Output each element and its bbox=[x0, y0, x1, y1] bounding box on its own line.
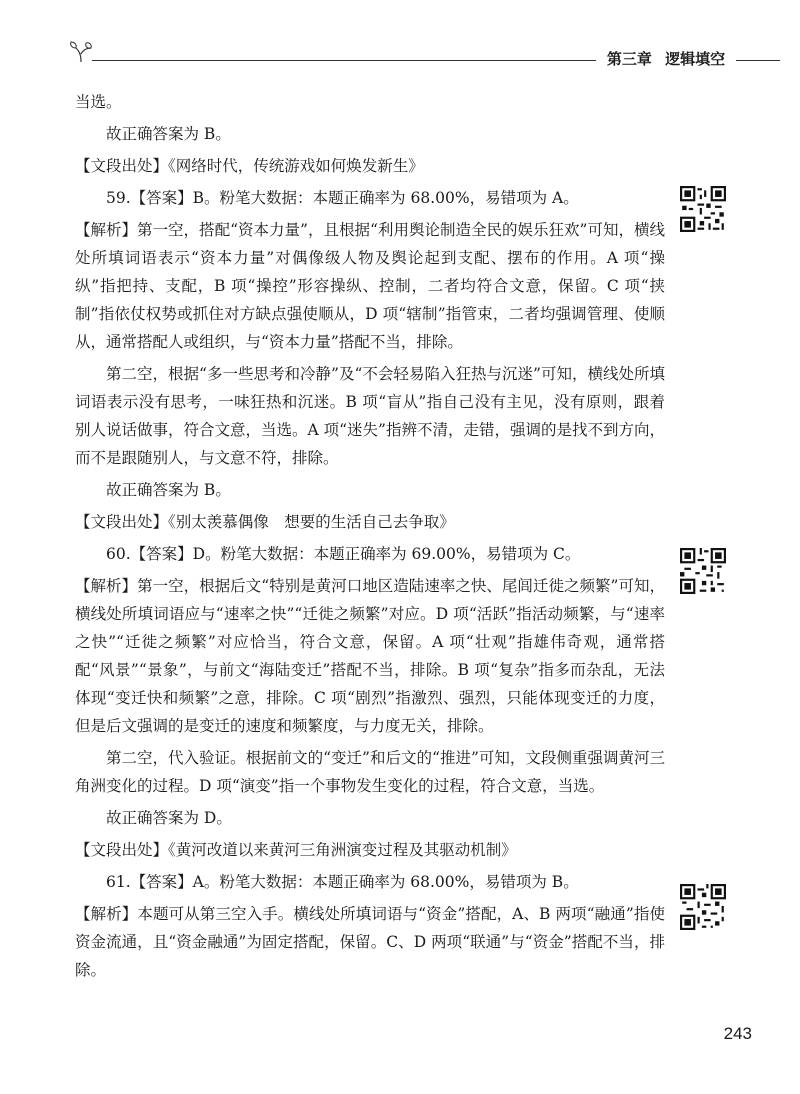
source-note: 【文段出处】《黄河改道以来黄河三角洲演变过程及其驱动机制》 bbox=[75, 841, 517, 859]
paragraph: 故正确答案为 B。 bbox=[106, 125, 231, 143]
paragraph: 故正确答案为 D。 bbox=[106, 809, 232, 827]
page-header bbox=[68, 40, 780, 70]
header-rule-right bbox=[736, 60, 780, 61]
answer-line: 60.【答案】D。粉笔大数据：本题正确率为 69.00%，易错项为 C。 bbox=[106, 545, 581, 563]
answer-line: 61.【答案】A。粉笔大数据：本题正确率为 68.00%，易错项为 B。 bbox=[106, 873, 579, 891]
qr-code-image bbox=[680, 186, 726, 232]
chapter-title bbox=[596, 48, 736, 69]
source-note: 【文段出处】《网络时代，传统游戏如何焕发新生》 bbox=[75, 157, 424, 175]
analysis-paragraph: 【解析】第一空，根据后文“特别是黄河口地区造陆速率之快、尾闾迁徙之频繁”可知，横线处所填词语应与“速率之快”“迁徙之频繁”对应。D 项“活跃”指活动频繁，与“速率之快”“迁徙之频繁”对应恰当，符合文意，保留。A 项“壮观”指雄伟奇观，通常搭配“风景”“景象”，与前文“海陆变迁”搭配不当，排除。B 项“复杂”指多而杂乱，无法体现“变迁快和频繁”之意，排除。C 项“剧烈”指激烈、强烈，只能体现变迁的力度，但是后文强调的是变迁的速度和频繁度，与力度无关，排除。 bbox=[75, 577, 665, 735]
answer-line: 59.【答案】B。粉笔大数据：本题正确率为 68.00%，易错项为 A。 bbox=[106, 189, 579, 207]
source-note: 【文段出处】《别太羡慕偶像 想要的生活自己去争取》 bbox=[75, 513, 455, 531]
qr-code-icon[interactable] bbox=[680, 548, 726, 594]
sprout-icon bbox=[68, 40, 94, 66]
page-body bbox=[75, 88, 665, 988]
qr-code-image bbox=[680, 548, 726, 594]
analysis-paragraph: 第二空，代入验证。根据前文的“变迁”和后文的“推进”可知，文段侧重强调黄河三角洲变化的过程。D 项“演变”指一个事物发生变化的过程，符合文意，当选。 bbox=[75, 749, 665, 795]
qr-code-image bbox=[680, 884, 726, 930]
page-number: 243 bbox=[723, 1024, 752, 1043]
header-rule-left bbox=[92, 60, 664, 61]
qr-code-icon[interactable] bbox=[680, 884, 726, 930]
paragraph: 当选。 bbox=[75, 93, 122, 111]
chapter-section: 逻辑填空 bbox=[665, 50, 726, 68]
analysis-paragraph: 【解析】本题可从第三空入手。横线处所填词语与“资金”搭配，A、B 两项“融通”指使资金流通，且“资金融通”为固定搭配，保留。C、D 两项“联通”与“资金”搭配不当，排除。 bbox=[75, 905, 665, 979]
paragraph: 故正确答案为 B。 bbox=[106, 481, 231, 499]
analysis-paragraph: 第二空，根据“多一些思考和冷静”及“不会轻易陷入狂热与沉迷”可知，横线处所填词语表示没有思考，一味狂热和沉迷。B 项“盲从”指自己没有主见，没有原则，跟着别人说话做事，符合文意，当选。A 项“迷失”指辨不清，走错，强调的是找不到方向，而不是跟随别人，与文意不符，排除。 bbox=[75, 365, 665, 467]
analysis-paragraph: 【解析】第一空，搭配“资本力量”，且根据“利用舆论制造全民的娱乐狂欢”可知，横线处所填词语表示“资本力量”对偶像级人物及舆论起到支配、摆布的作用。A 项“操纵”指把持、支配，B 项“操控”形容操纵、控制，二者均符合文意，保留。C 项“挟制”指依仗权势或抓住对方缺点强使顺从，D 项“辖制”指管束，二者均强调管理、使顺从，通常搭配人或组织，与“资本力量”搭配不当，排除。 bbox=[75, 221, 665, 351]
qr-code-icon[interactable] bbox=[680, 186, 726, 232]
chapter-number: 第三章 bbox=[606, 50, 652, 68]
